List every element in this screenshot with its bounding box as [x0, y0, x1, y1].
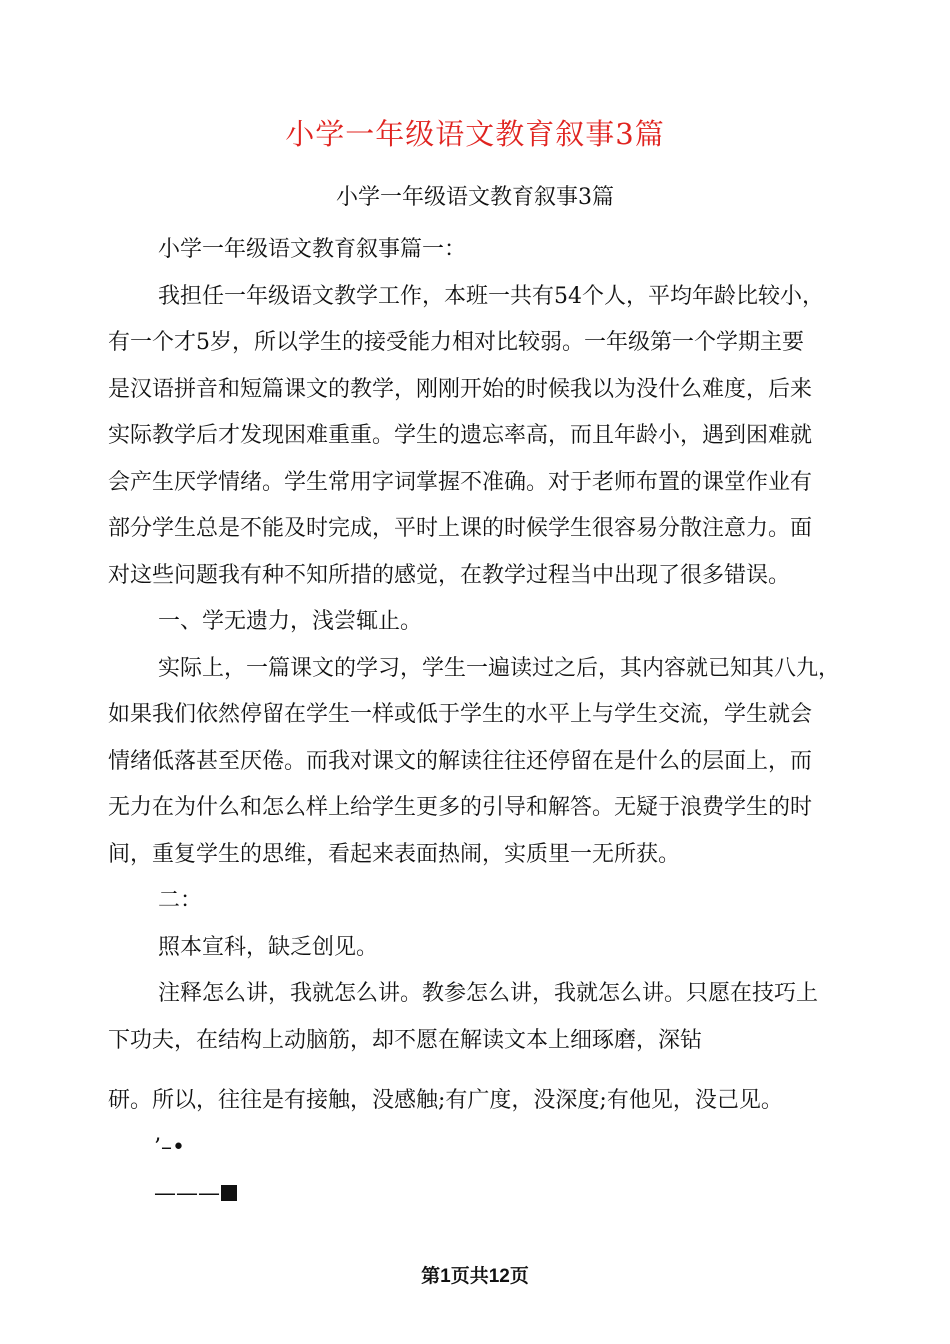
text-line: 会产生厌学情绪。学生常用字词掌握不准确。对于老师布置的课堂作业有 — [108, 469, 813, 495]
text-line: 我担任一年级语文教学工作，本班一共有54个人，平均年龄比较小， — [158, 283, 824, 309]
stray-marks — [108, 1125, 848, 1172]
text-line: 下功夫，在结构上动脑筋，却不愿在解读文本上细琢磨，深钻 — [108, 1027, 703, 1053]
text-line: 小学一年级语文教育叙事篇一： — [158, 237, 467, 262]
dash-line — [108, 1171, 848, 1218]
page-number: 第1页共12页 — [421, 1266, 529, 1287]
text-line: 一、学无遗力，浅尝辄止。 — [158, 609, 423, 634]
document-body — [108, 227, 848, 1218]
document-title: 小学一年级语文教育叙事3篇 — [285, 117, 665, 151]
black-square-icon — [221, 1185, 237, 1201]
text-line: 间，重复学生的思维，看起来表面热闹，实质里一无所获。 — [108, 841, 681, 867]
text-line: 有一个才5岁，所以学生的接受能力相对比较弱。一年级第一个学期主要 — [108, 330, 804, 355]
line-gap — [108, 1064, 848, 1078]
dash-line-text: ——— — [154, 1181, 220, 1206]
paragraph-lines — [108, 227, 848, 1064]
text-line: 情绪低落甚至厌倦。而我对课文的解读往往还停留在是什么的层面上，而 — [108, 748, 813, 774]
text-line: 实际教学后才发现困难重重。学生的遗忘率高，而且年龄小，遇到困难就 — [108, 423, 813, 448]
text-line: 实际上，一篇课文的学习，学生一遍读过之后，其内容就已知其八九， — [158, 655, 841, 681]
text-line: 部分学生总是不能及时完成，平时上课的时候学生很容易分散注意力。面 — [108, 516, 813, 541]
document-subtitle: 小学一年级语文教育叙事3篇 — [336, 185, 614, 210]
text-line: 注释怎么讲，我就怎么讲。教参怎么讲，我就怎么讲。只愿在技巧上 — [158, 981, 819, 1006]
text-line: 如果我们依然停留在学生一样或低于学生的水平上与学生交流，学生就会 — [108, 702, 813, 727]
stray-marks-text: ’–• — [154, 1134, 185, 1160]
text-line: 二： — [158, 888, 203, 913]
text-line: 研。所以，往往是有接触，没感触;有广度，没深度;有他见，没己见。 — [108, 1088, 783, 1113]
text-line: 是汉语拼音和短篇课文的教学，刚刚开始的时候我以为没什么难度，后来 — [108, 376, 813, 402]
text-line: 对这些问题我有种不知所措的感觉，在教学过程当中出现了很多错误。 — [108, 562, 791, 588]
text-line: 无力在为什么和怎么样上给学生更多的引导和解答。无疑于浪费学生的时 — [108, 795, 813, 820]
text-line: 照本宣科，缺乏创见。 — [158, 934, 379, 960]
